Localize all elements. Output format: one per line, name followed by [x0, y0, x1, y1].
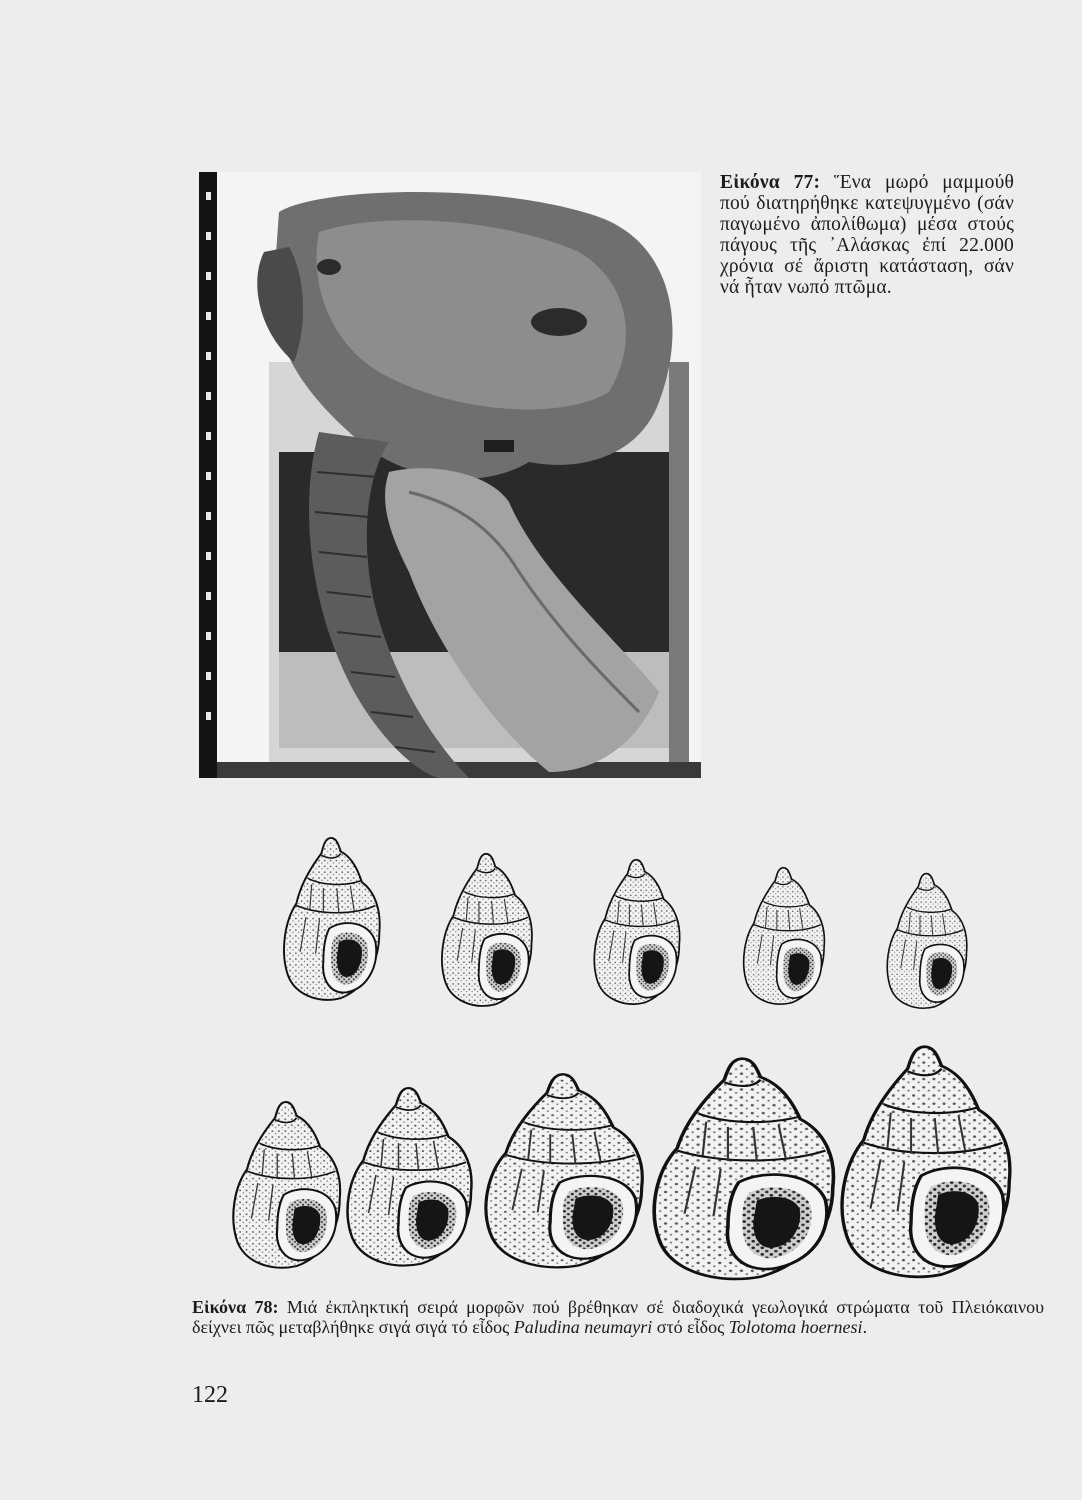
snail-shell-9 — [652, 1056, 840, 1282]
species-tolotoma: Tolotoma hoernesi — [728, 1316, 863, 1337]
figure-77-caption — [720, 172, 1014, 298]
figure-78-caption — [192, 1298, 1044, 1337]
snail-shell-4 — [724, 866, 846, 1006]
snail-shell-3 — [568, 858, 708, 1006]
figure-77-text: Ἕνα μωρό μαμμούθ πού διατηρήθηκε κατεψυγμένο (σάν παγωμένο ἀπολίθωμα) μέσα στούς πάγους τῆς ᾿Αλάσκας ἐπί 22.000 χρόνια σέ ἄριστη κατάσταση, σάν νά ἦταν νωπό πτῶμα. — [720, 172, 1014, 298]
snail-shell-2 — [421, 852, 555, 1008]
figure-78-text-3: . — [862, 1316, 868, 1337]
snail-shell-8 — [484, 1072, 648, 1270]
snail-shell-5 — [866, 872, 990, 1010]
baby-mammoth-illustration — [199, 172, 701, 778]
snail-shell-1 — [262, 836, 404, 1002]
figure-78-text-1: Μιά ἐκπληκτική σειρά μορφῶν πού βρέθηκαν σέ διαδοχικά γεωλογικά στρώματα τοῦ Πλειόκαινου δείχνει πῶς μεταβλήθηκε σιγά σιγά τό εἶδος — [192, 1297, 1044, 1337]
snail-shell-10 — [840, 1044, 1016, 1280]
figure-78-label: Εἰκόνα 78: — [192, 1297, 279, 1317]
snail-shell-6 — [232, 1100, 344, 1270]
species-paludina: Paludina neumayri — [513, 1316, 653, 1337]
figure-78-text-2: στό εἶδος — [652, 1316, 729, 1337]
figure-77-label: Εἰκόνα 77: — [720, 172, 821, 193]
page-number: 122 — [192, 1382, 228, 1408]
snail-shell-7 — [346, 1086, 476, 1268]
baby-mammoth-photo — [199, 172, 701, 778]
